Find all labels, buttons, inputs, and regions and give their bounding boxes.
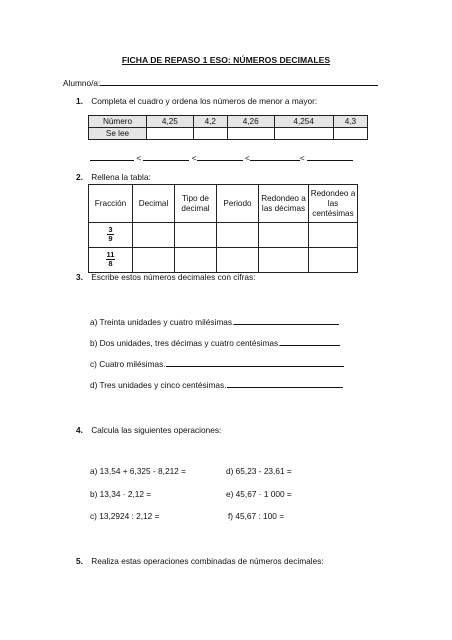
- operation-a: a) 13,54 + 6,325 - 8,212 =: [90, 466, 186, 476]
- answer-cell[interactable]: [227, 128, 274, 140]
- answer-cell[interactable]: [133, 248, 175, 273]
- exercise-4-number: 4.: [76, 425, 83, 435]
- fraction: [106, 251, 116, 268]
- operation-b: b) 13,34 · 2,12 =: [90, 489, 152, 499]
- answer-cell[interactable]: [274, 128, 333, 140]
- value-cell: 4,254: [274, 116, 333, 128]
- student-label: Alumno/a:: [63, 78, 101, 88]
- exercise-4-heading: [76, 425, 221, 435]
- value-cell: 4,26: [227, 116, 274, 128]
- item-text: a) Treinta unidades y cuatro milésimas.: [90, 317, 235, 327]
- header-decimal: Decimal: [133, 185, 175, 223]
- less-than-sign: <: [299, 153, 305, 163]
- exercise-5-text: Realiza estas operaciones combinadas de números decimales:: [91, 556, 324, 566]
- fraction-cell: [89, 223, 133, 248]
- order-blank[interactable]: [197, 152, 243, 161]
- exercise-3-text: Escribe estos números decimales con cifras:: [91, 272, 256, 282]
- answer-cell[interactable]: [175, 248, 217, 273]
- operation-f: f) 45,67 : 100 =: [228, 511, 285, 521]
- less-than-sign: <: [244, 153, 250, 163]
- value-cell: 4,25: [147, 116, 194, 128]
- answer-cell[interactable]: [259, 248, 309, 273]
- item-3c: [90, 358, 344, 369]
- value-cell: 4,3: [333, 116, 367, 128]
- exercise-4-text: Calcula las siguientes operaciones:: [91, 425, 222, 435]
- fraction-cell: [89, 248, 133, 273]
- ordering-row: [90, 152, 353, 163]
- exercise-5-heading: [76, 556, 324, 566]
- answer-line[interactable]: [280, 337, 340, 346]
- fraction-numerator: 11: [106, 250, 115, 259]
- exercise-2-heading: [76, 172, 151, 182]
- exercise-1-heading: [76, 96, 317, 106]
- page-title: FICHA DE REPASO 1 ESO: NÚMEROS DECIMALES: [121, 55, 331, 65]
- fraction: [107, 226, 113, 243]
- operation-e: e) 45,67 · 1 000 =: [226, 489, 292, 499]
- item-3a: [90, 316, 339, 327]
- row-label-number: Número: [89, 116, 147, 128]
- answer-cell[interactable]: [217, 248, 259, 273]
- fraction-denominator: 8: [108, 259, 113, 268]
- fraction-denominator: 9: [108, 234, 113, 243]
- fraction-numerator: 3: [108, 225, 113, 234]
- value-cell: 4,2: [193, 116, 227, 128]
- item-3d: [90, 379, 343, 390]
- order-blank[interactable]: [143, 152, 189, 161]
- answer-cell[interactable]: [133, 223, 175, 248]
- operation-c: c) 13,2924 : 2,12 =: [90, 511, 160, 521]
- item-3b: [90, 337, 340, 348]
- fraction-table: [88, 184, 358, 273]
- header-period: Periodo: [217, 185, 259, 223]
- operation-d: d) 65,23 - 23,61 =: [226, 466, 292, 476]
- answer-cell[interactable]: [309, 248, 358, 273]
- answer-line[interactable]: [234, 316, 339, 325]
- header-fraction: Fracción: [89, 185, 133, 223]
- numbers-table: [88, 115, 368, 140]
- item-text: c) Cuatro milésimas.: [90, 359, 166, 369]
- row-label-read: Se lee: [89, 128, 147, 140]
- exercise-1-text: Completa el cuadro y ordena los números de menor a mayor:: [91, 96, 318, 106]
- exercise-1-number: 1.: [76, 96, 83, 106]
- order-blank[interactable]: [90, 152, 134, 161]
- header-decimal-type: Tipo de decimal: [175, 185, 217, 223]
- answer-cell[interactable]: [147, 128, 194, 140]
- item-text: d) Tres unidades y cinco centésimas.: [90, 380, 227, 390]
- answer-cell[interactable]: [193, 128, 227, 140]
- student-field[interactable]: [63, 77, 378, 88]
- answer-line[interactable]: [227, 379, 343, 388]
- header-round-hundredths: Redondeo a las centésimas: [309, 185, 358, 223]
- answer-cell[interactable]: [333, 128, 367, 140]
- answer-cell[interactable]: [217, 223, 259, 248]
- answer-cell[interactable]: [175, 223, 217, 248]
- exercise-2-number: 2.: [76, 172, 83, 182]
- order-blank[interactable]: [307, 152, 353, 161]
- exercise-3-number: 3.: [76, 272, 83, 282]
- answer-line[interactable]: [166, 358, 344, 367]
- order-blank[interactable]: [250, 152, 300, 161]
- less-than-sign: <: [136, 153, 142, 163]
- header-round-tenths: Redondeo a las décimas: [259, 185, 309, 223]
- less-than-sign: <: [191, 153, 197, 163]
- answer-cell[interactable]: [309, 223, 358, 248]
- item-text: b) Dos unidades, tres décimas y cuatro centésimas.: [90, 338, 281, 348]
- exercise-5-number: 5.: [76, 556, 83, 566]
- exercise-2-text: Rellena la tabla:: [91, 172, 151, 182]
- student-name-line[interactable]: [100, 77, 378, 86]
- exercise-3-heading: [76, 272, 255, 282]
- answer-cell[interactable]: [259, 223, 309, 248]
